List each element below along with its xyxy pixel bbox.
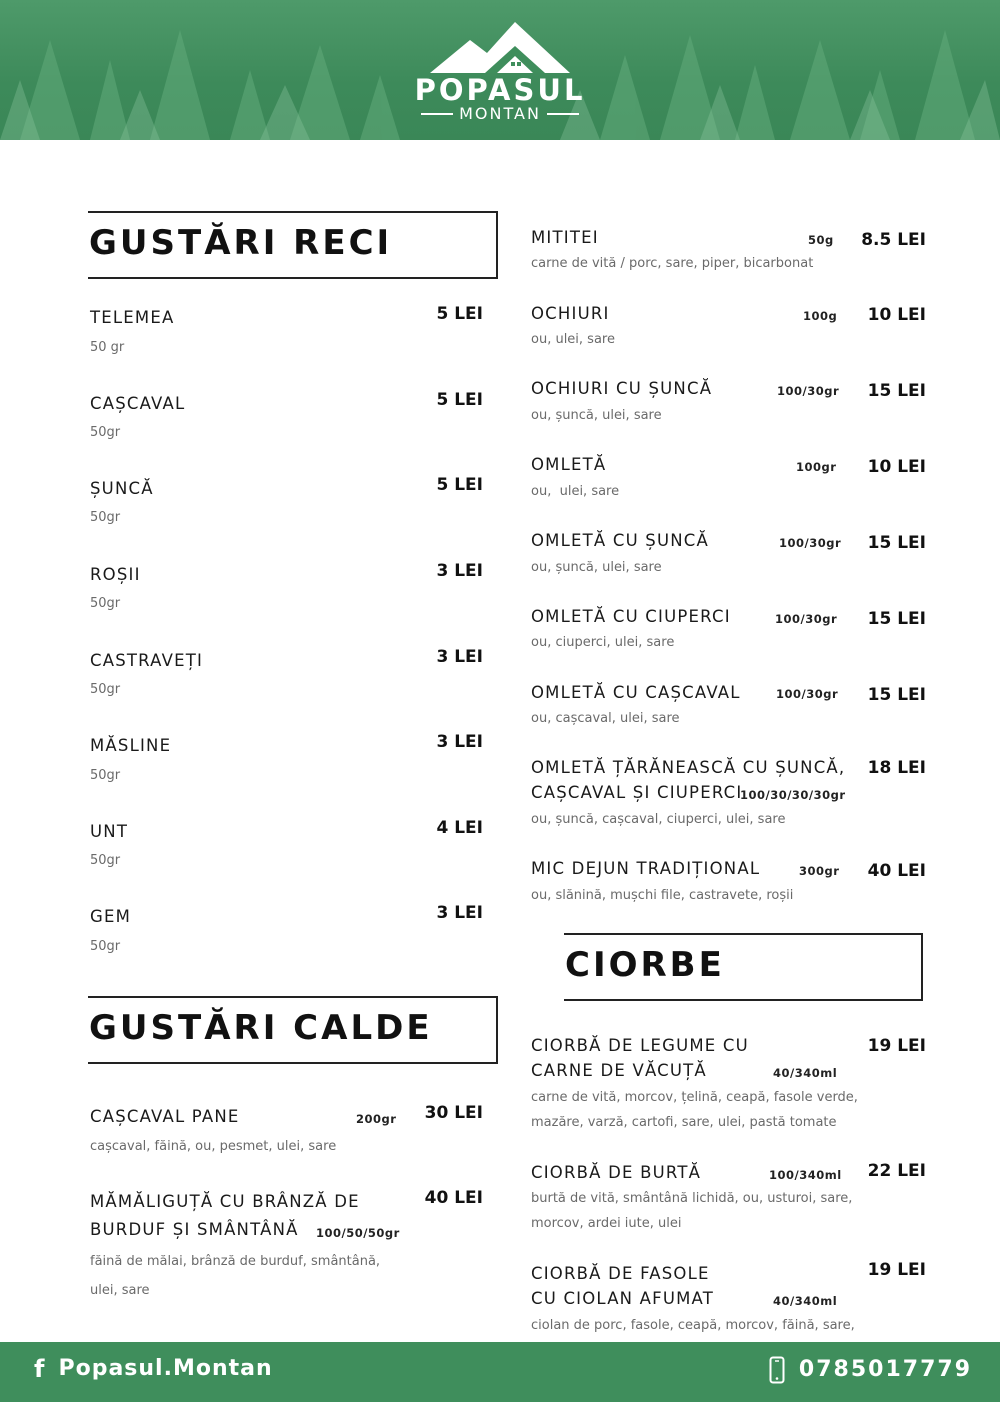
item-name: TELEMEA [90,308,175,327]
item-desc: făină de mălai, brânză de burduf, smântână, ulei, sare [90,1254,381,1298]
item-desc: 50gr [90,510,121,525]
item-price: 3 LEI [436,647,483,667]
item-price: 15 LEI [867,533,926,553]
item-name: CIORBĂ DE LEGUME CU [531,1036,749,1055]
brand-subtitle: MONTAN [459,104,541,123]
phone-number: 0785017779 [798,1357,972,1382]
brand-title: POPASUL [414,73,586,107]
item-name: MĂSLINE [90,736,172,755]
item-desc: carne de vită / porc, sare, piper, bicarbonat [531,256,814,271]
item-price: 4 LEI [436,818,483,838]
item-price: 19 LEI [867,1260,926,1280]
item-price: 3 LEI [436,903,483,923]
item-desc: 50gr [90,425,121,440]
item-price: 15 LEI [867,381,926,401]
item-name: MITITEI [531,228,599,247]
item-weight: 100/30gr [776,687,839,701]
item-name: OMLETĂ [531,455,607,474]
item-name: CAȘCAVAL ȘI CIUPERCI [531,783,743,802]
section-title-gustari-calde: GUSTĂRI CALDE [89,1008,433,1048]
item-desc: ou, șuncă, ulei, sare [531,408,662,423]
item-name: CU CIOLAN AFUMAT [531,1289,715,1308]
item-weight: 100/30gr [777,384,840,398]
item-desc: 50gr [90,768,121,783]
item-weight: 100/30/30/30gr [740,788,846,802]
item-price: 18 LEI [867,758,926,778]
item-desc: 50gr [90,682,121,697]
item-price: 5 LEI [436,390,483,410]
item-name: CAȘCAVAL [90,394,186,413]
item-desc: ou, ulei, sare [531,332,615,347]
item-price: 30 LEI [424,1103,483,1123]
item-desc: 50gr [90,596,121,611]
phone-link[interactable] [769,1350,972,1390]
item-desc: 50gr [90,939,121,954]
item-name: OMLETĂ CU CAȘCAVAL [531,683,741,702]
item-name: CIORBĂ DE BURTĂ [531,1163,702,1182]
item-price: 19 LEI [867,1036,926,1056]
item-desc: ou, șuncă, cașcaval, ciuperci, ulei, sare [531,812,786,827]
item-weight: 100g [803,309,838,323]
facebook-handle: Popasul.Montan [58,1356,273,1381]
item-name: OCHIURI [531,304,610,323]
item-price: 5 LEI [436,475,483,495]
item-desc: ciolan de porc, fasole, ceapă, morcov, făină, sare, [531,1318,855,1333]
item-weight: 100/30gr [779,536,842,550]
item-weight: 40/340ml [773,1294,838,1308]
item-name: ȘUNCĂ [90,479,154,498]
section-title-gustari-reci: GUSTĂRI RECI [89,223,393,263]
item-weight: 100gr [796,460,837,474]
item-name: CAȘCAVAL PANE [90,1107,240,1126]
item-name: CIORBĂ DE FASOLE [531,1264,710,1283]
item-price: 10 LEI [867,305,926,325]
item-price: 22 LEI [867,1161,926,1181]
item-name: OMLETĂ ȚĂRĂNEASCĂ CU ȘUNCĂ, [531,758,846,777]
item-weight: 50g [808,233,834,247]
facebook-icon: f [34,1355,45,1383]
brand-logo [0,18,1000,124]
item-weight: 200gr [356,1112,397,1126]
brand-subtitle-row [0,104,1000,124]
divider [421,113,453,115]
item-weight: 100/340ml [769,1168,842,1182]
item-name: CARNE DE VĂCUȚĂ [531,1061,707,1080]
item-desc: 50 gr [90,340,125,355]
item-name: MĂMĂLIGUȚĂ CU BRÂNZĂ DE BURDUF ȘI SMÂNTÂNĂ [90,1192,360,1239]
item-desc: burtă de vită, smântână lichidă, ou, usturoi, sare, [531,1191,853,1206]
item-desc: ou, cașcaval, ulei, sare [531,711,680,726]
item-price: 10 LEI [867,457,926,477]
header-banner [0,0,1000,140]
item-name: ROȘII [90,565,141,584]
item-name: GEM [90,907,132,926]
item-weight: 100/50/50gr [316,1226,400,1240]
item-name: MIC DEJUN TRADIȚIONAL [531,859,761,878]
item-name: OMLETĂ CU CIUPERCI [531,607,731,626]
item-desc: ou, ulei, sare [531,484,620,499]
item-desc: cașcaval, făină, ou, pesmet, ulei, sare [90,1139,337,1154]
item-price: 15 LEI [867,685,926,705]
item-weight: 100/30gr [775,612,838,626]
item-price: 5 LEI [436,304,483,324]
item-desc: ou, ciuperci, ulei, sare [531,635,675,650]
item-desc: 50gr [90,853,121,868]
item-weight: 300gr [799,864,840,878]
item-desc: ou, șuncă, ulei, sare [531,560,662,575]
item-price: 3 LEI [436,561,483,581]
item-name: OCHIURI CU ȘUNCĂ [531,379,713,398]
divider [547,113,579,115]
item-price: 40 LEI [867,861,926,881]
item-name: CASTRAVEȚI [90,651,204,670]
item-desc: ou, slănină, mușchi file, castravete, roșii [531,888,794,903]
item-desc: mazăre, varză, cartofi, sare, ulei, pastă tomate [531,1115,837,1130]
item-desc: carne de vită, morcov, țelină, ceapă, fasole verde, [531,1090,858,1105]
phone-icon [769,1356,785,1384]
footer-bar [0,1342,1000,1402]
item-price: 15 LEI [867,609,926,629]
item-price: 40 LEI [424,1188,483,1208]
item-price: 8.5 LEI [861,230,926,250]
item-price: 3 LEI [436,732,483,752]
item-name: UNT [90,822,129,841]
item-desc: morcov, ardei iute, ulei [531,1216,682,1231]
section-title-ciorbe: CIORBE [565,945,725,985]
item-weight: 40/340ml [773,1066,838,1080]
item-name: OMLETĂ CU ȘUNCĂ [531,531,709,550]
mountain-logo-icon [425,18,575,76]
facebook-link[interactable] [34,1354,273,1384]
